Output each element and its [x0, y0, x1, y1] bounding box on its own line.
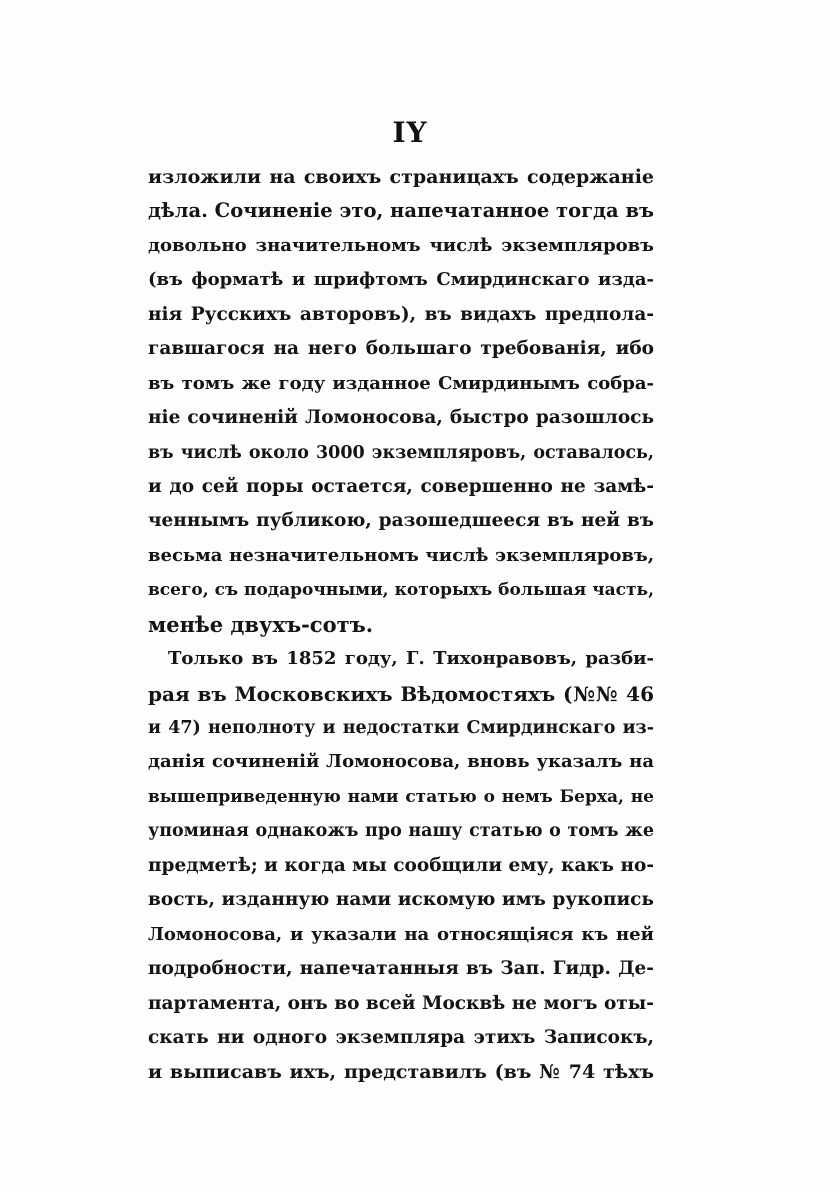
text-line: ніе сочиненій Ломоносова, быстро разошлось [148, 407, 654, 429]
text-line: нія Русскихъ авторовъ), въ видахъ предпола- [148, 303, 654, 325]
text-line: въ томъ же году изданное Смирдинымъ собра- [148, 372, 654, 394]
text-line: всего, съ подарочными, которыхъ большая часть, [148, 580, 654, 601]
text-line: и выписавъ ихъ, представилъ (въ № 74 тѣхъ [148, 1061, 654, 1084]
text-line: данія сочиненій Ломоносова, вновь указалъ на [148, 751, 654, 773]
text-line: изложили на своихъ страницахъ содержаніе [148, 166, 654, 188]
text-line-paragraph-start: Только въ 1852 году, Г. Тихонравовъ, разби- [168, 648, 654, 670]
text-line: партамента, онъ во всей Москвѣ не могъ оты- [148, 992, 654, 1014]
text-line-paragraph-end: менѣе двухъ-сотъ. [148, 611, 374, 637]
text-line: Ломоносова, и указали на относящіяся къ ней [148, 923, 654, 945]
text-line: (въ форматѣ и шрифтомъ Смирдинскаго изда- [148, 269, 654, 291]
text-line: предметѣ; и когда мы сообщили ему, какъ но- [148, 854, 654, 876]
text-line: вость, изданную нами искомую имъ рукопись [148, 889, 654, 911]
text-line: весьма незначительномъ числѣ экземпляровъ, [148, 544, 654, 566]
text-line: дѣла. Сочиненіе это, напечатанное тогда въ [148, 199, 654, 223]
text-line: скать ни одного экземпляра этихъ Записокъ, [148, 1026, 654, 1048]
text-line: и до сей поры остается, совершенно не замѣ- [148, 475, 654, 497]
body-text [148, 160, 654, 1090]
text-line: довольно значительномъ числѣ экземпляровъ [148, 234, 654, 256]
text-line: въ числѣ около 3000 экземпляровъ, оставалось, [148, 442, 654, 463]
text-line: вышеприведенную нами статью о немъ Берха, не [148, 786, 654, 807]
text-line: подробности, напечатанныя въ Зап. Гидр. Де- [148, 958, 654, 980]
text-line: гавшагося на него большаго требованія, ибо [148, 338, 654, 360]
text-line: ченнымъ публикою, разошедшееся въ ней въ [148, 510, 654, 532]
text-line: упоминая однакожъ про нашу статью о томъ же [148, 821, 654, 842]
text-line: и 47) неполноту и недостатки Смирдинскаго из- [148, 718, 654, 738]
text-line: рая въ Московскихъ Вѣдомостяхъ (№№ 46 [148, 681, 654, 706]
page-number: IY [392, 116, 428, 149]
